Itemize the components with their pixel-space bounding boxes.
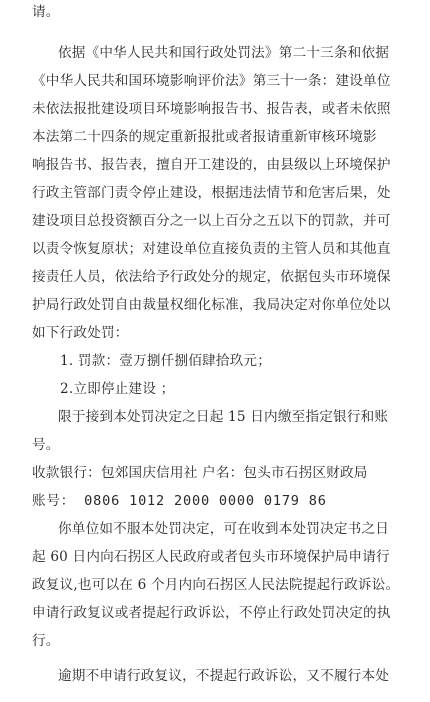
text-line: 行。 xyxy=(32,633,60,649)
penalty-item: 2.立即停止建设 ； xyxy=(60,381,175,397)
text-line: 响报告书、报告表，擅自开工建设的，由县级以上环境保护 xyxy=(32,157,391,173)
text-line: 号。 xyxy=(32,437,60,453)
text-line: 请。 xyxy=(32,4,60,20)
bank-info-line: 收款银行：包郊国庆信用社 户名：包头市石拐区财政局 xyxy=(32,465,368,481)
text-line: 限于接到本处罚决定之日起 15 日内缴至指定银行和账 xyxy=(58,409,389,425)
text-line: 本法第二十四条的规定重新报批或者报请重新审核环境影 xyxy=(32,129,377,145)
text-line: 逾期不申请行政复议，不提起行政诉讼，又不履行本处 xyxy=(58,668,390,684)
text-line: 如下行政处罚： xyxy=(32,325,129,341)
text-line: 政复议,也可以在 6 个月内向石拐区人民法院提起行政诉讼。 xyxy=(32,577,400,593)
text-line: 建设项目总投资额百分之一以上百分之五以下的罚款，并可 xyxy=(32,213,391,229)
text-line: 依据《中华人民共和国行政处罚法》第二十三条和依据 xyxy=(58,45,390,61)
text-line: 接责任人员，依法给予行政处分的规定，依据包头市环境保 xyxy=(32,269,391,285)
text-line: 你单位如不服本处罚决定，可在收到本处罚决定书之日 xyxy=(58,521,390,537)
penalty-item: 1. 罚款：壹万捌仟捌佰肆拾玖元； xyxy=(60,353,272,369)
text-line: 行政主管部门责令停止建设，根据违法情节和危害后果，处 xyxy=(32,185,391,201)
text-line: 护局行政处罚自由裁量权细化标准，我局决定对你单位处以 xyxy=(32,297,391,313)
text-line: 申请行政复议或者提起行政诉讼，不停止行政处罚决定的执 xyxy=(32,605,391,621)
text-line: 起 60 日内向石拐区人民政府或者包头市环境保护局申请行 xyxy=(32,549,390,565)
text-line: 以责令恢复原状；对建设单位直接负责的主管人员和其他直 xyxy=(32,241,391,257)
text-line: 《中华人民共和国环境影响评价法》第三十一条：建设单位 xyxy=(32,73,391,89)
text-line: 未依法报批建设项目环境影响报告书、报告表，或者未依照 xyxy=(32,101,391,117)
account-number-line: 账号： 0806 1012 2000 0000 0179 86 xyxy=(32,493,327,509)
